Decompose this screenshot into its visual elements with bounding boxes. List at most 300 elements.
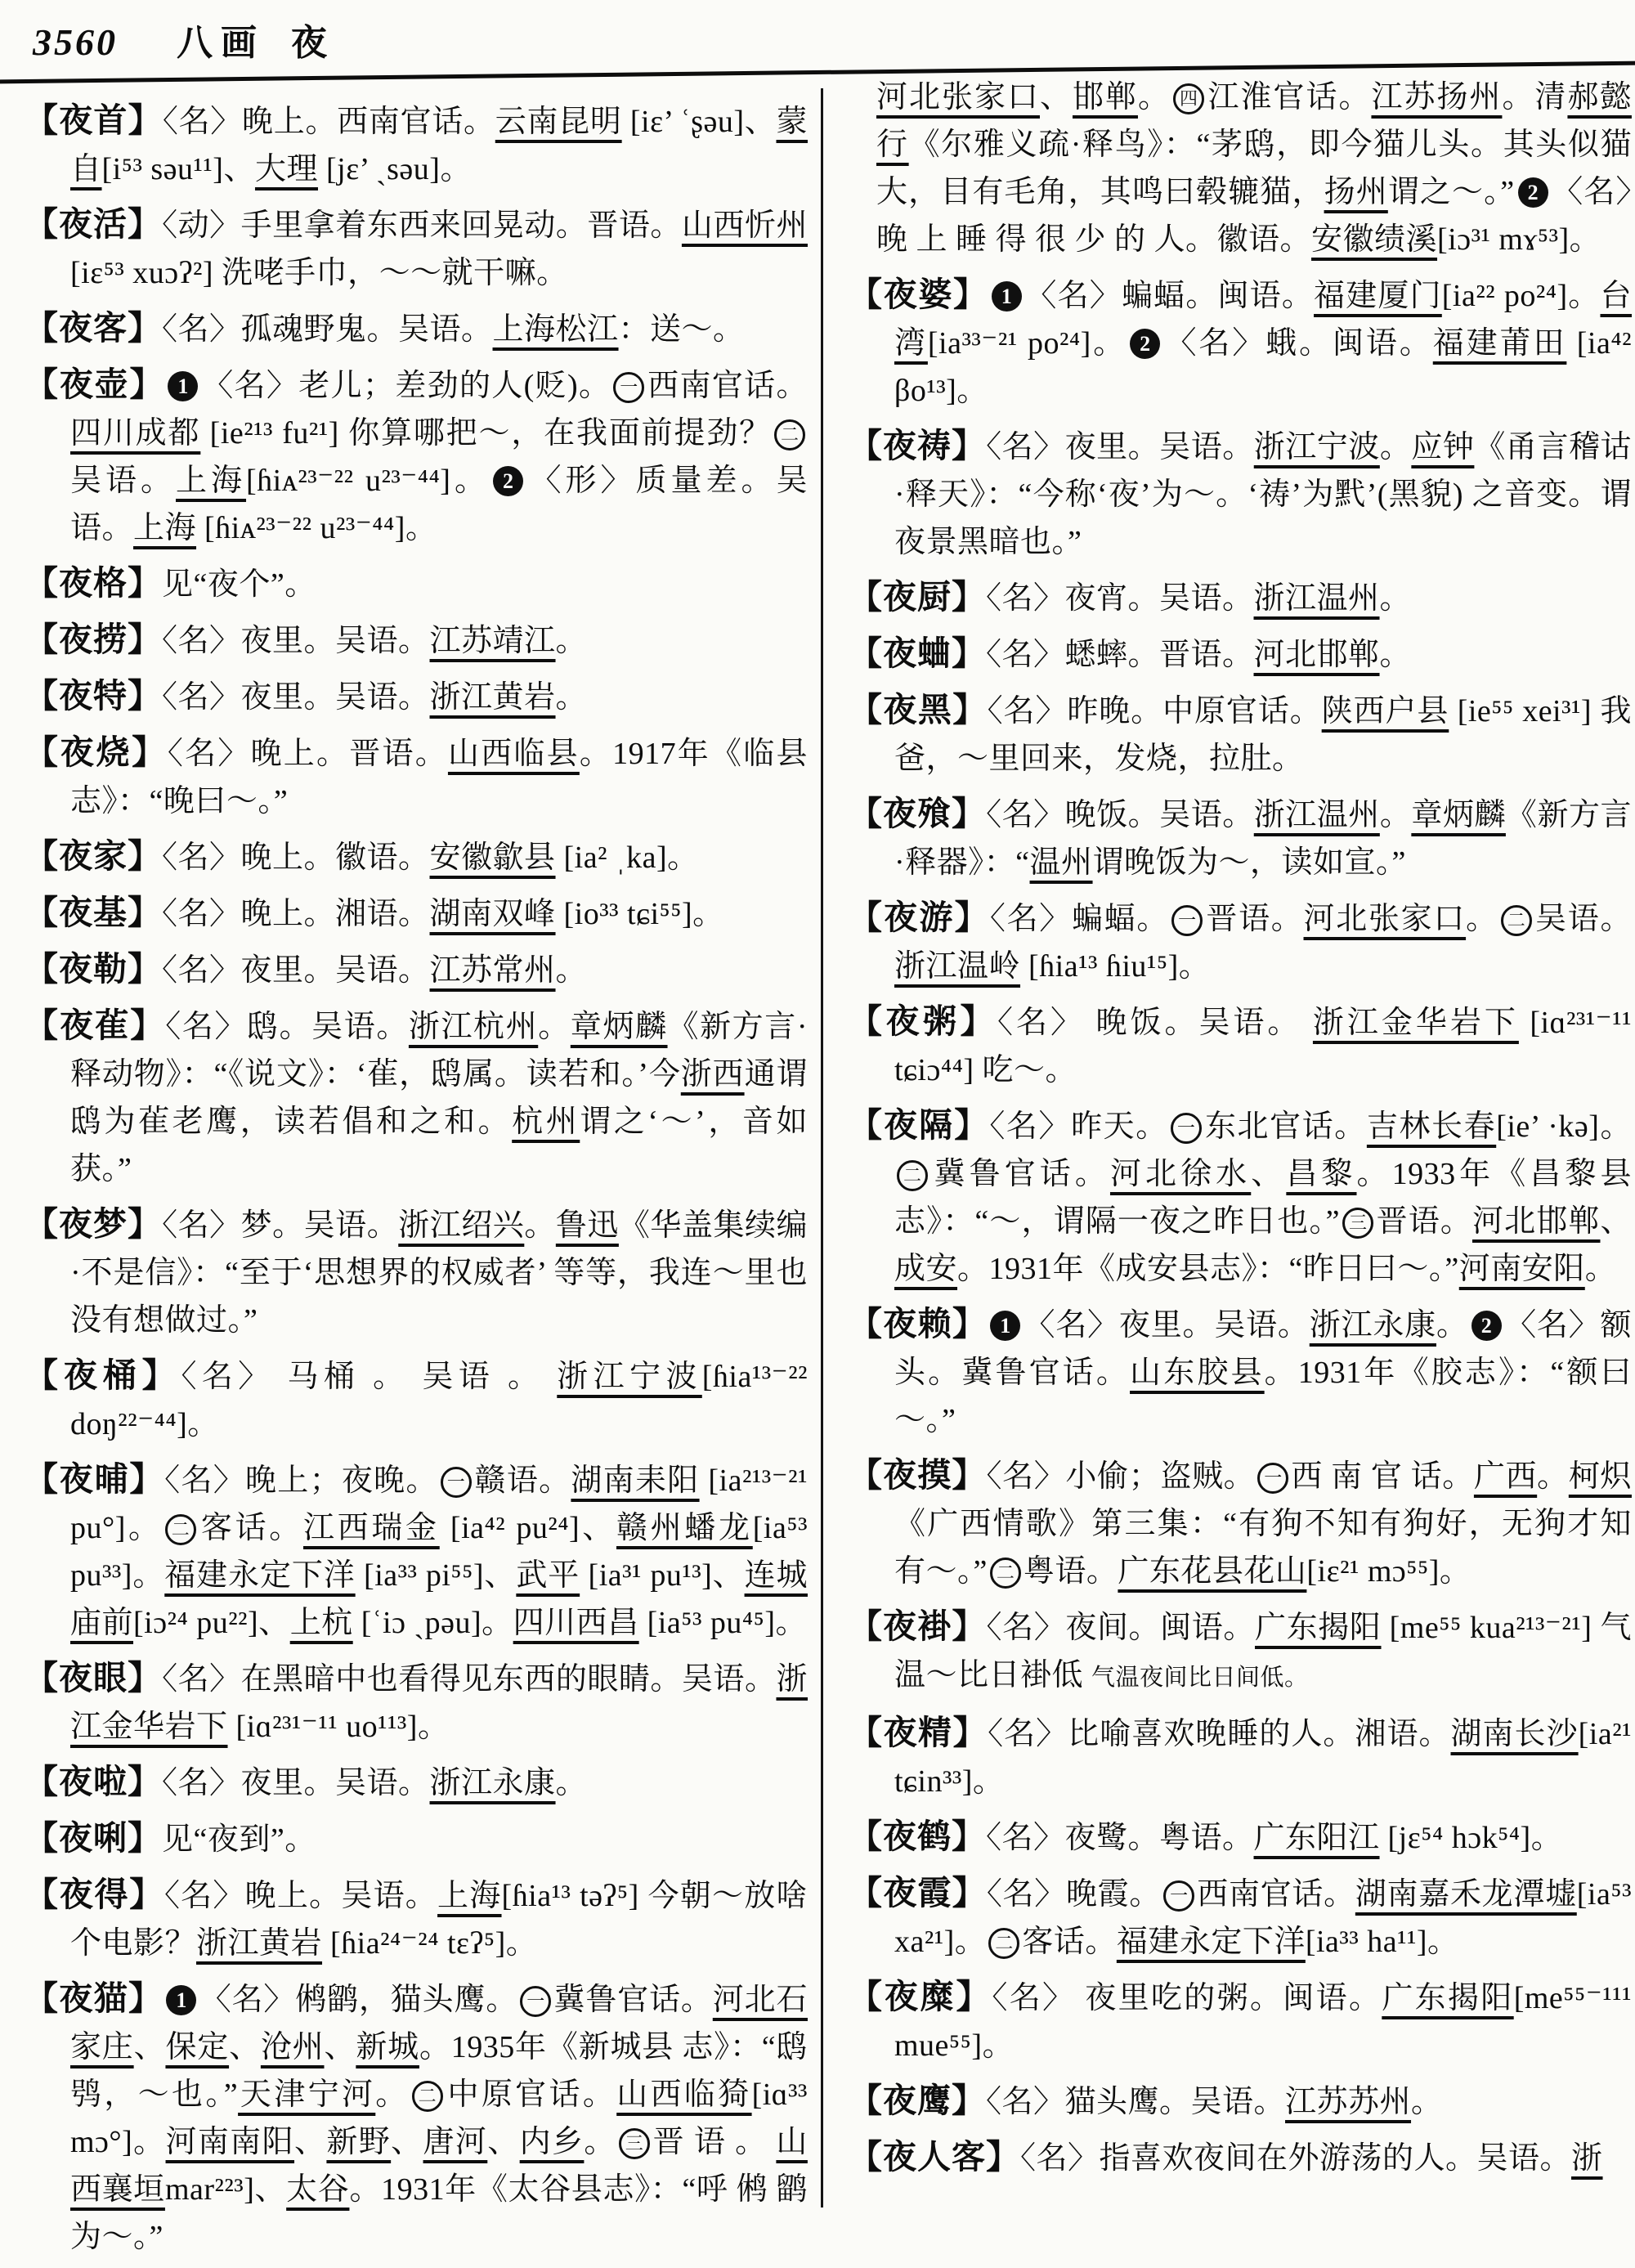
entry-text: 。 <box>1379 638 1412 672</box>
entry-headword: 【夜蛐】 <box>849 634 986 672</box>
proper-noun-underlined: 福建永定下洋 <box>1116 1925 1306 1959</box>
subsense-number-circle: 一 <box>1163 1880 1194 1912</box>
entry-text: [ia⁴² pu²⁴]、 <box>439 1511 616 1545</box>
dict-entry <box>25 889 808 938</box>
entry-text: 、 <box>1251 1157 1287 1191</box>
entry-headword: 【夜隔】 <box>849 1106 990 1144</box>
sense-number-black-circle: 2 <box>1518 177 1548 208</box>
proper-noun-underlined: 浙江宁波 <box>557 1360 702 1394</box>
dict-entry <box>25 1758 808 1807</box>
entry-headword: 【夜粥】 <box>849 1002 997 1040</box>
proper-noun-underlined: 蒙自 <box>70 105 808 186</box>
entry-headword: 【夜鹰】 <box>849 2082 986 2119</box>
subsense-number-circle: 三 <box>619 2128 650 2159</box>
entry-text: [ia³³ ha¹¹]。 <box>1305 1925 1459 1959</box>
entry-text: mar²²³]、 <box>164 2172 287 2207</box>
proper-noun-underlined: 浙江金华岩下 <box>1312 1006 1519 1040</box>
entry-text: 冀鲁官话。 <box>930 1157 1110 1191</box>
proper-noun-underlined: 广东揭阳 <box>1382 1981 1514 2015</box>
entry-headword: 【夜梦】 <box>25 1205 163 1243</box>
proper-noun-underlined: 湖南嘉禾龙潭墟 <box>1355 1877 1577 1912</box>
entry-text: 、 <box>294 2125 327 2159</box>
entry-text: [me⁵⁵⁻¹¹¹ mue⁵⁵]。 <box>894 1981 1632 2063</box>
entry-text: [ia⁵³ pu⁴⁵]。 <box>638 1606 808 1640</box>
sense-number-black-circle: 1 <box>990 1311 1020 1341</box>
stroke-section-label: 八画 <box>177 23 265 63</box>
dict-entry <box>849 1602 1632 1701</box>
proper-noun-underlined: 唐河 <box>423 2125 488 2159</box>
entry-headword: 【夜壶】 <box>25 365 165 403</box>
entry-text: 〈名〉蟋蟀。晋语。 <box>986 638 1254 672</box>
entry-text: [ia³¹ pu¹³]、 <box>580 1558 745 1593</box>
proper-noun-underlined: 河北张家口 <box>1303 902 1467 936</box>
entry-text: [ʿiɔ ˎpəu]。 <box>352 1606 513 1640</box>
proper-noun-underlined: 江西瑞金 <box>302 1511 440 1545</box>
entry-text: 。 <box>555 953 588 988</box>
entry-text: [ie⁵⁵ xei³¹] 我爸，～里回来，发烧，拉肚。 <box>894 694 1632 776</box>
dict-entry <box>849 630 1632 679</box>
entry-text: 晋语。 <box>1205 902 1304 936</box>
entry-text: 〈名〉晚上。湘语。 <box>162 897 430 931</box>
entry-text: 《尔雅义疏·释鸟》：“茅鸱，即今猫儿头。其头似猫大，目有毛角，其鸣曰毂辘猫， <box>876 128 1632 209</box>
entry-text: 。1931年《太谷县志》：“呼 鸺 鹠 为～。” <box>70 2172 808 2254</box>
subsense-number-circle: 二 <box>988 1928 1019 1959</box>
proper-noun-underlined: 河北邯郸 <box>1472 1204 1601 1239</box>
dict-entry <box>25 1455 808 1647</box>
left-column <box>25 96 808 2268</box>
dict-entry <box>25 200 808 297</box>
entry-text: [jɛ’ ˎsəu]。 <box>317 152 472 186</box>
entry-text: 冀鲁官话。 <box>553 1983 713 2017</box>
proper-noun-underlined: 江苏扬州 <box>1371 80 1503 114</box>
subsense-number-circle: 二 <box>774 419 805 450</box>
proper-noun-underlined: 台湾 <box>894 279 1632 361</box>
entry-text: 、 <box>324 2030 356 2064</box>
dict-entry <box>849 997 1632 1094</box>
entry-text: [i⁵³ səu¹¹]、 <box>101 152 255 186</box>
proper-noun-underlined: 陕西户县 <box>1321 694 1449 728</box>
entry-text: 〈名〉夜鹭。粤语。 <box>986 1821 1254 1855</box>
entry-text: 、 <box>1600 1204 1632 1239</box>
entry-headword: 【夜赖】 <box>849 1305 988 1342</box>
proper-noun-underlined: 沧州 <box>260 2030 325 2064</box>
proper-noun-underlined: 浙江温州 <box>1253 581 1380 616</box>
proper-noun-underlined: 新野 <box>326 2125 392 2159</box>
entry-text: 。清 <box>1502 80 1568 114</box>
proper-noun-underlined: 浙 <box>1571 2141 1603 2176</box>
entry-headword: 【夜雈】 <box>25 1006 166 1044</box>
dict-entry <box>849 1101 1632 1293</box>
entry-text: [iɛ⁵³ xuɔʔ²] 洗咾手巾，～～就干嘛。 <box>70 256 568 290</box>
entry-text: 〈形〉质量差。吴语。 <box>70 464 808 545</box>
proper-noun-underlined: 新城 <box>356 2030 419 2064</box>
proper-noun-underlined: 湖南长沙 <box>1450 1717 1579 1751</box>
entry-headword: 【夜勒】 <box>25 950 162 988</box>
page-header <box>33 13 327 65</box>
proper-noun-underlined: 江苏常州 <box>429 953 556 988</box>
dict-entry <box>25 361 808 552</box>
proper-noun-underlined: 应钟 <box>1411 430 1475 464</box>
proper-noun-underlined: 邯郸 <box>1072 80 1138 114</box>
dict-entry <box>849 1709 1632 1805</box>
proper-noun-underlined: 安徽歙县 <box>429 840 556 875</box>
entry-headword: 【夜得】 <box>25 1876 164 1913</box>
entry-text: [iɔ³¹ mɤ⁵³]。 <box>1437 222 1601 257</box>
dict-entry <box>849 686 1632 782</box>
subsense-number-circle: 三 <box>1342 1208 1373 1239</box>
entry-text: [ia⁴² βo¹³]。 <box>894 326 1632 408</box>
dict-entry <box>849 271 1632 415</box>
proper-noun-underlined: 杭州 <box>512 1105 580 1139</box>
entry-text: [ie’ ·kə]。 <box>1496 1109 1632 1144</box>
proper-noun-underlined: 四川成都 <box>70 416 201 450</box>
entry-text: [me⁵⁵ kua²¹³⁻²¹] 气温～比日褂低 <box>894 1611 1632 1692</box>
entry-text: 《新方言·释动物》：“《说文》：‘雈，鸱属。读若和。’今 <box>70 1010 808 1091</box>
entry-text: 〈名〉夜宵。吴语。 <box>986 581 1254 616</box>
entry-text: 〈名〉比喻喜欢晚睡的人。湘语。 <box>988 1717 1451 1751</box>
proper-noun-underlined: 内乡 <box>519 2125 585 2159</box>
dict-entry <box>849 2077 1632 2126</box>
proper-noun-underlined: 浙江温岭 <box>894 949 1021 984</box>
dict-entry <box>25 728 808 825</box>
proper-noun-underlined: 河南南阳 <box>165 2125 295 2159</box>
proper-noun-underlined: 上杭 <box>289 1606 353 1640</box>
entry-text: 〈名〉晚霞。 <box>986 1877 1162 1912</box>
entry-text: 。 <box>584 2125 616 2159</box>
dict-entry <box>25 1002 808 1193</box>
proper-noun-underlined: 赣州蟠龙 <box>616 1511 753 1545</box>
dict-entry <box>25 1654 808 1750</box>
entry-headword: 【夜精】 <box>849 1714 988 1751</box>
entry-text: 〈名〉鸱。吴语。 <box>165 1010 409 1044</box>
entry-text: 谓之～。” <box>1387 175 1515 209</box>
entry-headword: 【夜活】 <box>25 205 163 243</box>
entry-headword: 【夜啦】 <box>25 1763 162 1800</box>
dict-entry <box>849 1869 1632 1965</box>
entry-headword: 【夜人客】 <box>849 2138 1020 2176</box>
proper-noun-underlined: 成安 <box>894 1252 958 1286</box>
proper-noun-underlined: 连城庙前 <box>70 1558 808 1640</box>
entry-headword: 【夜黑】 <box>849 691 988 728</box>
entry-text: 谓之‘～’，音如获。” <box>70 1105 808 1186</box>
subsense-number-circle: 一 <box>613 372 644 403</box>
entry-text: [iɑ³³ mɔ°]。 <box>70 2078 808 2159</box>
entry-text: 。 <box>1379 430 1412 464</box>
entry-headword: 【夜唎】 <box>25 1819 162 1857</box>
entry-text: 〈名〉夜里。吴语。 <box>162 1766 430 1800</box>
proper-noun-underlined: 太谷 <box>286 2172 350 2207</box>
proper-noun-underlined: 大理 <box>254 152 318 186</box>
entry-text: 东北官话。 <box>1203 1109 1367 1144</box>
entry-text: 。 <box>1584 1252 1617 1286</box>
proper-noun-underlined: 上海 <box>176 464 247 498</box>
entry-text: 〈名〉蝙蝠。 <box>989 902 1170 936</box>
proper-noun-underlined: 温州 <box>1029 845 1093 880</box>
dict-entry <box>849 1973 1632 2069</box>
entry-headword: 【夜烧】 <box>25 733 168 771</box>
entry-headword: 【夜祷】 <box>849 427 987 464</box>
entry-text: 。 <box>555 1766 588 1800</box>
entry-text: 〈名〉鸺鹠，猫头鹰。 <box>199 1983 518 2017</box>
proper-noun-underlined: 广东阳江 <box>1253 1821 1380 1855</box>
entry-headword: 【夜格】 <box>25 564 162 602</box>
entry-text: 《广西情歌》第三集：“有狗不知有狗好，无狗才知有～。” <box>894 1507 1632 1589</box>
entry-text: 、 <box>1039 80 1073 114</box>
entry-text: 《甬言稽诂·释天》：“今称‘夜’为～。‘祷’为黓’(黑貌) 之音变。谓夜景黑暗也。” <box>894 430 1632 559</box>
sense-number-black-circle: 1 <box>168 371 198 401</box>
proper-noun-underlined: 柯炽 <box>1568 1459 1632 1494</box>
page-number: 3560 <box>33 21 118 63</box>
dict-entry <box>25 672 808 721</box>
dict-entry <box>849 573 1632 622</box>
entry-text: 西南官话。 <box>647 369 809 403</box>
proper-noun-underlined: 山东胶县 <box>1130 1356 1265 1390</box>
dict-entry <box>25 832 808 881</box>
proper-noun-underlined: 河北徐水 <box>1109 1157 1252 1191</box>
entry-text: 谓晚饭为～，读如宣。” <box>1092 845 1406 880</box>
proper-noun-underlined: 浙江温州 <box>1253 798 1380 832</box>
dict-entry <box>25 616 808 665</box>
entry-headword: 【夜游】 <box>849 899 990 936</box>
entry-text: 〈名〉猫头鹰。吴语。 <box>986 2085 1286 2119</box>
entry-headword: 【夜褂】 <box>849 1607 987 1645</box>
proper-noun-underlined: 浙江宁波 <box>1253 430 1380 464</box>
entry-text: 。 <box>1379 798 1412 832</box>
entry-text: [ɦia¹³ ɦiu¹⁵]。 <box>1020 949 1211 984</box>
proper-noun-underlined: 广东揭阳 <box>1255 1611 1382 1645</box>
sense-number-black-circle: 2 <box>1472 1311 1502 1341</box>
entry-text: 〈名〉晚饭。吴语。 <box>986 798 1254 832</box>
entry-text: 、 <box>391 2125 423 2159</box>
proper-noun-underlined: 上海 <box>437 1879 502 1913</box>
proper-noun-underlined: 浙江金华岩下 <box>70 1662 808 1744</box>
sense-number-black-circle: 1 <box>166 1985 196 2015</box>
dict-entry <box>25 945 808 994</box>
proper-noun-underlined: 章炳麟 <box>1411 798 1506 832</box>
entry-text: 〈名〉 马桶 。 吴语 。 <box>181 1360 558 1394</box>
entry-text: 晋语。 <box>1376 1204 1472 1239</box>
dict-entry-continuation <box>849 74 1632 263</box>
entry-text: [iɑ²³¹⁻¹¹ tɕiɔ⁴⁴] 吃～。 <box>894 1006 1632 1087</box>
entry-text: 、 <box>487 2125 520 2159</box>
dict-entry <box>849 2133 1632 2182</box>
proper-noun-underlined: 四川西昌 <box>513 1606 639 1640</box>
entry-text: [ia³³ pi⁵⁵]、 <box>355 1558 517 1593</box>
entry-text: [ia²¹ tɕin³³]。 <box>894 1717 1632 1799</box>
subsense-number-circle: 二 <box>897 1160 928 1191</box>
dict-entry <box>849 1300 1632 1444</box>
proper-noun-underlined: 浙江黄岩 <box>196 1926 323 1961</box>
entry-text: 。 <box>1466 902 1498 936</box>
entry-text: 、 <box>133 2030 166 2064</box>
proper-noun-underlined: 浙江杭州 <box>408 1010 539 1044</box>
dict-entry <box>849 894 1632 990</box>
entry-text: 通谓鸱为雈老鹰，读若倡和之和。 <box>70 1057 808 1139</box>
sense-number-black-circle: 1 <box>992 281 1022 312</box>
entry-text: 〈名〉夜里。吴语。 <box>162 953 430 988</box>
dict-entry <box>25 1814 808 1863</box>
entry-text: 〈名〉老儿；差劲的人(贬)。 <box>201 369 611 403</box>
entry-text: 〈名〉昨天。 <box>989 1109 1168 1144</box>
entry-text: 〈名〉蝙蝠。闽语。 <box>1024 279 1315 313</box>
proper-noun-underlined: 鲁迅 <box>555 1208 619 1243</box>
entry-text: 。 <box>1379 581 1412 616</box>
entry-headword: 【夜厨】 <box>849 578 986 616</box>
dict-entry <box>25 304 808 353</box>
section-head-character: 夜 <box>291 23 327 63</box>
proper-noun-underlined: 浙江永康 <box>429 1766 556 1800</box>
entry-headword: 【夜飱】 <box>849 795 987 832</box>
entry-text: [iɔ²⁴ pu²²]、 <box>133 1606 290 1640</box>
entry-text: ：送～。 <box>618 312 745 347</box>
dict-entry <box>25 559 808 608</box>
proper-noun-underlined: 山西忻州 <box>681 208 808 243</box>
proper-noun-underlined: 广西 <box>1473 1459 1538 1494</box>
entry-text: 《新方言·释器》：“ <box>894 798 1632 880</box>
entry-text: 中原官话。 <box>445 2078 617 2112</box>
entry-text: 〈名〉夜里。吴语。 <box>162 680 430 715</box>
entry-headword: 【夜眼】 <box>25 1659 163 1697</box>
entry-text: [ɦia¹³ təʔ⁵] 今朝～放啥个电影？ <box>70 1879 808 1961</box>
proper-noun-underlined: 扬州 <box>1324 175 1388 209</box>
entry-text: 。1931年《胶志》：“额曰～。” <box>894 1356 1632 1437</box>
entry-text: 见“夜个”。 <box>162 567 316 602</box>
entry-text: [jɛ⁵⁴ hɔk⁵⁴]。 <box>1379 1821 1563 1855</box>
proper-noun-underlined: 浙江绍兴 <box>398 1208 525 1243</box>
entry-text: 晋 语 。 <box>652 2125 777 2159</box>
dict-entry <box>25 96 808 193</box>
proper-noun-underlined: 福建莆田 <box>1432 326 1567 361</box>
subsense-number-circle: 一 <box>1171 1113 1202 1144</box>
proper-noun-underlined: 江苏苏州 <box>1285 2085 1412 2119</box>
entry-text: 粤语。 <box>1023 1554 1118 1589</box>
proper-noun-underlined: 河南安阳 <box>1458 1252 1585 1286</box>
entry-text: 〈名〉晚上。吴语。 <box>164 1879 438 1913</box>
proper-noun-underlined: 山西襄垣 <box>70 2125 808 2207</box>
entry-text: 西 南 官 话。 <box>1291 1459 1474 1494</box>
subsense-number-circle: 二 <box>165 1514 196 1545</box>
proper-noun-underlined: 河北张家口 <box>876 80 1040 114</box>
dict-entry <box>25 1351 808 1448</box>
entry-headword: 【夜捞】 <box>25 621 162 658</box>
entry-text: [ia⁵³ xa²¹]。 <box>894 1877 1632 1959</box>
entry-text: [io³³ tɕi⁵⁵]。 <box>555 897 724 931</box>
dict-entry <box>849 790 1632 886</box>
entry-text: 赣语。 <box>473 1463 571 1498</box>
proper-noun-underlined: 浙西 <box>680 1057 745 1091</box>
proper-noun-underlined: 浙江黄岩 <box>429 680 556 715</box>
entry-text: 。1931年《成安县志》：“昨日曰～。” <box>957 1252 1459 1286</box>
proper-noun-underlined: 上海松江 <box>492 312 619 347</box>
entry-text: [ɦia²⁴⁻²⁴ tɛʔ⁵]。 <box>322 1926 538 1961</box>
sense-number-black-circle: 2 <box>493 466 523 496</box>
entry-text: 。 <box>524 1208 556 1243</box>
subsense-number-circle: 一 <box>1257 1463 1288 1494</box>
entry-headword: 【夜摸】 <box>849 1456 987 1494</box>
proper-noun-underlined: 安徽绩溪 <box>1311 222 1438 257</box>
subsense-number-circle: 四 <box>1173 83 1204 114</box>
entry-headword: 【夜鹤】 <box>849 1818 986 1855</box>
dict-entry <box>25 1871 808 1967</box>
entry-text: 。 <box>1436 1308 1468 1342</box>
entry-headword: 【夜首】 <box>25 101 163 139</box>
entry-text: 见“夜到”。 <box>162 1822 316 1857</box>
entry-headword: 【夜家】 <box>25 837 162 875</box>
gloss-small-text: 气温夜间比日间低。 <box>1091 1665 1309 1691</box>
entry-headword: 【夜猫】 <box>25 1979 164 2017</box>
entry-text: 〈名〉晚上。西南官话。 <box>162 105 495 139</box>
proper-noun-underlined: 章炳麟 <box>570 1010 668 1044</box>
entry-text: [iɑ²³¹⁻¹¹ uo¹¹³]。 <box>227 1710 450 1744</box>
entry-text: 〈名〉 夜里吃的粥。闽语。 <box>992 1981 1382 2015</box>
entry-text: 〈名〉晚 上 睡 得 很 少 的 人。徽语。 <box>876 175 1632 257</box>
entry-text: 、 <box>229 2030 261 2064</box>
proper-noun-underlined: 山西临县 <box>447 737 580 771</box>
subsense-number-circle: 二 <box>412 2081 443 2112</box>
entry-text: 〈名〉孤魂野鬼。吴语。 <box>162 312 493 347</box>
entry-text: 〈名〉额头。冀鲁官话。 <box>894 1308 1632 1390</box>
proper-noun-underlined: 浙江永康 <box>1309 1308 1436 1342</box>
entry-text: 吴语。 <box>1534 902 1632 936</box>
entry-headword: 【夜婆】 <box>849 276 988 313</box>
entry-text: 。 <box>555 624 588 658</box>
dict-entry <box>849 1451 1632 1595</box>
subsense-number-circle: 二 <box>1501 905 1532 936</box>
entry-text: 〈名〉在黑暗中也看得见东西的眼睛。吴语。 <box>162 1662 777 1697</box>
entry-text: 〈名〉小偷；盗贼。 <box>986 1459 1256 1494</box>
proper-noun-underlined: 吉林长春 <box>1366 1109 1497 1144</box>
entry-text: 〈名〉晚上；夜晚。 <box>164 1463 438 1498</box>
proper-noun-underlined: 山西临猗 <box>616 2078 752 2112</box>
entry-text: 。 <box>538 1010 571 1044</box>
proper-noun-underlined: 福建永定下洋 <box>164 1558 356 1593</box>
entry-headword: 【夜糜】 <box>849 1978 992 2015</box>
entry-headword: 【夜晡】 <box>25 1460 165 1498</box>
entry-text: 。 <box>1137 80 1171 114</box>
proper-noun-underlined: 湖南耒阳 <box>571 1463 700 1498</box>
entry-text: 〈名〉指喜欢夜间在外游荡的人。吴语。 <box>1020 2141 1572 2176</box>
subsense-number-circle: 二 <box>990 1558 1021 1589</box>
entry-headword: 【夜基】 <box>25 894 162 931</box>
entry-text: 。 <box>555 680 588 715</box>
proper-noun-underlined: 郝懿行 <box>876 80 1632 162</box>
proper-noun-underlined: 武平 <box>516 1558 580 1593</box>
entry-text: 〈名〉夜里。吴语。 <box>986 430 1254 464</box>
dict-entry <box>849 422 1632 566</box>
proper-noun-underlined: 河北邯郸 <box>1253 638 1380 672</box>
entry-text: 客话。 <box>198 1511 303 1545</box>
entry-text: 〈名〉晚上。徽语。 <box>162 840 430 875</box>
dict-entry <box>849 1813 1632 1862</box>
entry-text: [ɦia¹³⁻²² doŋ²²⁻⁴⁴]。 <box>70 1360 808 1441</box>
proper-noun-underlined: 天津宁河 <box>238 2078 376 2112</box>
entry-text: 〈名〉蛾。闽语。 <box>1163 326 1433 361</box>
sense-number-black-circle: 2 <box>1130 329 1160 359</box>
entry-text: [ia² ˌka]。 <box>555 840 699 875</box>
entry-text: 江淮官话。 <box>1206 80 1372 114</box>
entry-text: 。1935年《新城县 志》：“鸱鸮，～也。” <box>70 2030 808 2112</box>
entry-text: [ɦiᴀ²³⁻²² u²³⁻⁴⁴]。 <box>246 464 490 498</box>
entry-text: [ia²² po²⁴]。 <box>1441 279 1601 313</box>
entry-text: 〈名〉夜间。闽语。 <box>986 1611 1256 1645</box>
entry-text: 〈名〉晚上。晋语。 <box>167 737 448 771</box>
proper-noun-underlined: 昌黎 <box>1286 1157 1357 1191</box>
subsense-number-circle: 一 <box>441 1467 472 1498</box>
entry-text: 吴语。 <box>70 464 177 498</box>
proper-noun-underlined: 江苏靖江 <box>429 624 556 658</box>
entry-headword: 【夜霞】 <box>849 1874 987 1912</box>
entry-text: [ia⁵³ pu³³]。 <box>70 1511 808 1593</box>
